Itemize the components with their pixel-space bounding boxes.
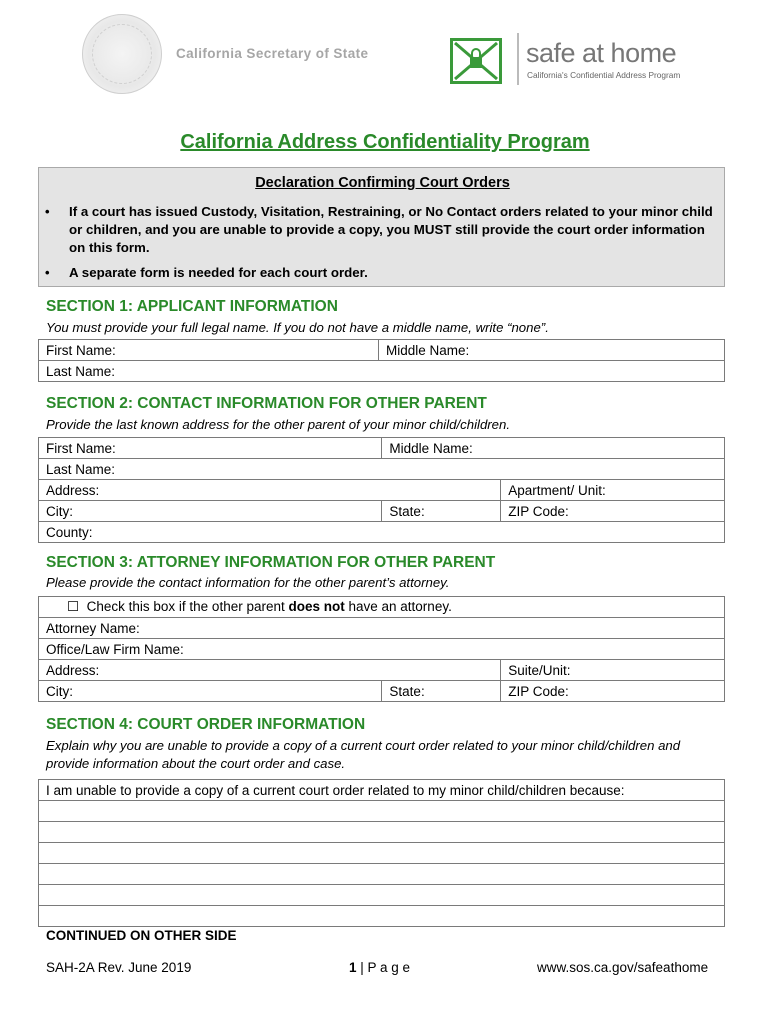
no-attorney-checkbox[interactable]: ☐ (67, 599, 80, 614)
section3-table (38, 596, 725, 702)
attorney-city-field[interactable]: City: (39, 681, 382, 702)
section2-table (38, 437, 725, 543)
court-order-prompt: I am unable to provide a copy of a current court order related to my minor child/children because: (39, 780, 725, 801)
middle-name-field[interactable]: Middle Name: (379, 340, 725, 361)
page-number (349, 960, 410, 975)
form-id: SAH-2A Rev. June 2019 (46, 960, 192, 975)
law-firm-field[interactable]: Office/Law Firm Name: (39, 639, 725, 660)
attorney-address-field[interactable]: Address: (39, 660, 501, 681)
explanation-line[interactable] (39, 906, 725, 927)
checkbox-text-bold: does not (288, 599, 345, 614)
explanation-line[interactable] (39, 801, 725, 822)
state-seal-icon (82, 14, 162, 94)
parent-first-name-field[interactable]: First Name: (39, 438, 382, 459)
section3-heading: SECTION 3: ATTORNEY INFORMATION FOR OTHER PARENT (46, 554, 496, 571)
bullet-icon: • (45, 265, 50, 280)
section2-note: Provide the last known address for the other parent of your minor child/children. (46, 417, 511, 432)
parent-city-field[interactable]: City: (39, 501, 382, 522)
page-label: | P a g e (356, 960, 411, 975)
section1-heading: SECTION 1: APPLICANT INFORMATION (46, 298, 338, 315)
parent-state-field[interactable]: State: (382, 501, 501, 522)
checkbox-text-end: have an attorney. (344, 599, 452, 614)
explanation-line[interactable] (39, 822, 725, 843)
section3-note: Please provide the contact information for the other parent’s attorney. (46, 575, 450, 590)
intro-heading: Declaration Confirming Court Orders (255, 175, 510, 191)
safe-at-home-logo-icon (450, 38, 502, 84)
parent-last-name-field[interactable]: Last Name: (39, 459, 725, 480)
attorney-name-field[interactable]: Attorney Name: (39, 618, 725, 639)
bullet-icon: • (45, 204, 50, 219)
attorney-suite-field[interactable]: Suite/Unit: (501, 660, 725, 681)
logo-subtitle: California's Confidential Address Program (527, 70, 681, 80)
parent-zip-field[interactable]: ZIP Code: (501, 501, 725, 522)
continued-notice: CONTINUED ON OTHER SIDE (46, 928, 237, 943)
parent-apartment-field[interactable]: Apartment/ Unit: (501, 480, 725, 501)
logo-title: safe at home (526, 38, 677, 68)
last-name-field[interactable]: Last Name: (39, 361, 725, 382)
section1-note: You must provide your full legal name. If you do not have a middle name, write “none”. (46, 320, 549, 335)
page-num: 1 (349, 960, 357, 975)
section4-note: Explain why you are unable to provide a copy of a current court order related to your minor child/children and provide information about the court order and case. (46, 738, 681, 771)
intro-bullet: • If a court has issued Custody, Visitation, Restraining, or No Contact orders related to your minor child or children, and you are unable to provide a copy, you MUST still provide the court order information on this form. (45, 204, 713, 255)
explanation-line[interactable] (39, 885, 725, 906)
intro-bullet: • A separate form is needed for each court order. (45, 265, 368, 280)
intro-box (38, 167, 725, 287)
agency-name: California Secretary of State (176, 46, 369, 61)
parent-middle-name-field[interactable]: Middle Name: (382, 438, 725, 459)
parent-county-field[interactable]: County: (39, 522, 725, 543)
checkbox-text: Check this box if the other parent (86, 599, 289, 614)
logo-divider (517, 33, 519, 85)
footer-url: www.sos.ca.gov/safeathome (537, 960, 709, 975)
section4-table (38, 779, 725, 927)
no-attorney-row (39, 597, 725, 618)
parent-address-field[interactable]: Address: (39, 480, 501, 501)
page-title: California Address Confidentiality Program (180, 131, 590, 153)
section1-table (38, 339, 725, 382)
explanation-line[interactable] (39, 864, 725, 885)
section2-heading: SECTION 2: CONTACT INFORMATION FOR OTHER PARENT (46, 395, 487, 412)
first-name-field[interactable]: First Name: (39, 340, 379, 361)
section4-heading: SECTION 4: COURT ORDER INFORMATION (46, 716, 366, 733)
explanation-line[interactable] (39, 843, 725, 864)
attorney-zip-field[interactable]: ZIP Code: (501, 681, 725, 702)
attorney-state-field[interactable]: State: (382, 681, 501, 702)
